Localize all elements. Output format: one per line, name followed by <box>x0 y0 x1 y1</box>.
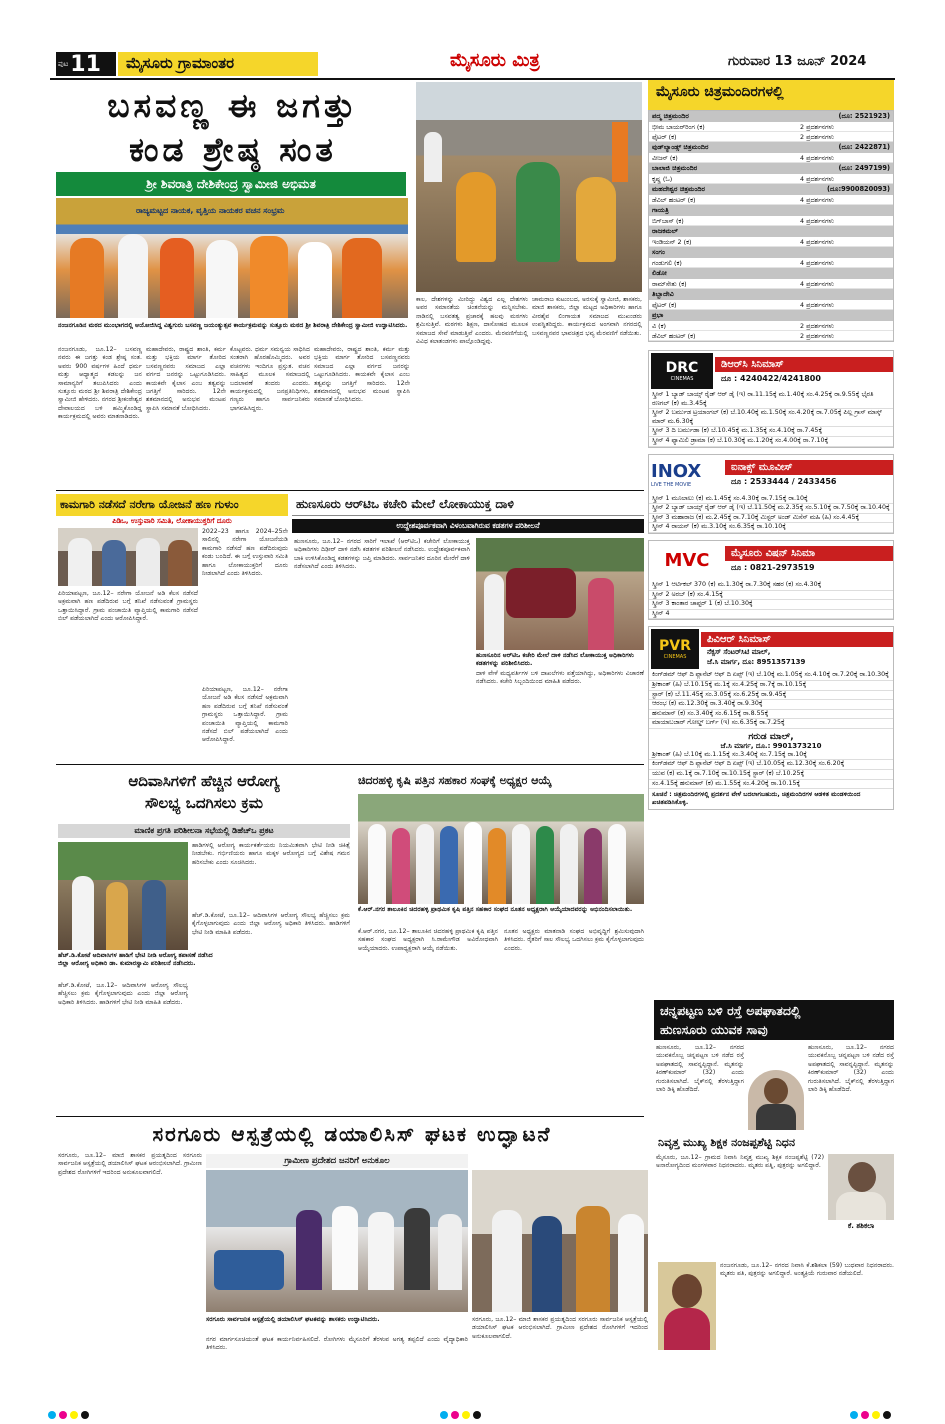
dialysis-headline: ಸರಗೂರು ಆಸ್ಪತ್ರೆಯಲ್ಲಿ ಡಯಾಲಿಸಿಸ್ ಘಟಕ ಉದ್ಘಾಟನೆ <box>56 1118 648 1150</box>
cinema-title: ಮೈಸೂರು ಚಿತ್ರಮಂದಿರಗಳಲ್ಲಿ <box>648 80 894 110</box>
cinema-halls-list <box>648 110 894 342</box>
dialysis-body3: ಸರಗೂರು, ಜೂ.12– ಮಾಜಿ ಶಾಸಕರ ಪ್ರಯತ್ನದಿಂದ ಸರಗೂರು ಸಾರ್ವಜನಿಕ ಆಸ್ಪತ್ರೆಯಲ್ಲಿ ಡಯಾಲಿಸಿಸ್ ಘಟಕ ಆರಂಭಿಸಲಾಗಿದೆ. ಗ್ರಾಮೀಣ ಪ್ರದೇಶದ ರೋಗಿಗಳಿಗೆ ಇದರಿಂದ ಅನುಕೂಲವಾಗಲಿದೆ. <box>472 1316 648 1340</box>
hall-name-text: ಗಾಯತ್ರಿ <box>652 206 669 214</box>
hall-phone: (ದೂ: 2497199) <box>838 164 890 172</box>
cinema-hall-name <box>649 247 893 258</box>
lokayukta-body2: ದಾಳಿ ವೇಳೆ ಮಧ್ಯವರ್ತಿಗಳ ಬಳಿ ದಾಖಲೆಗಳು ಪತ್ತೆಯಾಗಿದ್ದು, ಅಧಿಕಾರಿಗಳು ವಿಚಾರಣೆ ನಡೆಸಿದರು. ಕಚೇರಿ ಸಿಬ್ಬಂದಿಯಿಂದ ಮಾಹಿತಿ ಪಡೆದರು. <box>476 670 644 686</box>
movie-title: ಡೆವಿಲ್ ಹಂಟರ್ (ಕ) <box>652 196 696 204</box>
show-count: 2 ಪ್ರದರ್ಶನಗಳು <box>800 332 834 340</box>
movie-title: ಫೈಟರ್ (ಕ) <box>652 133 677 141</box>
coop-caption: ಕೆ.ಆರ್.ನಗರ ತಾಲೂಕಿನ ಚಿದರಹಳ್ಳಿ ಪ್ರಾಥಮಿಕ ಕೃಷಿ ಪತ್ತಿನ ಸಹಕಾರ ಸಂಘದ ನೂತನ ಅಧ್ಯಕ್ಷರಾಗಿ ಆಯ್ಕೆಯಾದವರನ್ನು ಅಭಿನಂದಿಸಲಾಯಿತು. <box>358 906 633 913</box>
cinema-hall-name <box>649 310 893 321</box>
mvc-logo: MVC <box>664 550 710 572</box>
movie-title: ರಾಮ್‌ಸೇತು (ಕ) <box>652 280 687 288</box>
screen-schedule: ಸ್ಟಾರ್ (ಕ) ಬೆ.11.45ಕ್ಕೆ ಸಂ.3.05ಕ್ಕೆ ಸಂ.6.25ಕ್ಕೆ ರಾ.9.45ಕ್ಕೆ <box>649 691 893 701</box>
drc-box <box>648 350 894 448</box>
date-line: ಗುರುವಾರ 13 ಜೂನ್ 2024 <box>728 54 867 69</box>
lead-body-mid: ಮಹಾದೇವರು, ರಾಷ್ಟ್ರದ ಶಾಂತಿ, ಕರ್ಮ ಮತ್ತು ಭಕ್ತಿಯ ಮಾರ್ಗ ತೋರಿದ ಬಸವಣ್ಣನವರು ಸಮಾಜದ ಎಲ್ಲಾ ವರ್ಗದ ಜನರನ್ನು ಒಟ್ಟುಗೂಡಿಸಿದರು. ಕಾಯಕವೇ ಕೈಲಾಸ ಎಂಬ ತತ್ವವನ್ನು ಜಗತ್ತಿಗೆ ಸಾರಿದರು. 12ನೇ ಶತಮಾನದಲ್ಲಿ ಅನುಭವ ಮಂಟಪ ಸ್ಥಾಪಿಸಿ ಸಮಾನತೆ ಬೋಧಿಸಿದರು. <box>146 346 226 412</box>
registration-dots-left <box>48 1404 92 1423</box>
tribal-body1: ಹೆಚ್.ಡಿ.ಕೋಟೆ, ಜೂ.12– ಆದಿವಾಸಿಗಳ ಆರೋಗ್ಯ ಸೌಲಭ್ಯ ಹೆಚ್ಚಿಸಲು ಕ್ರಮ ಕೈಗೊಳ್ಳಲಾಗುವುದು ಎಂದು ಜಿಲ್ಲಾ ಆರೋಗ್ಯ ಅಧಿಕಾರಿ ತಿಳಿಸಿದರು. ಹಾಡಿಗಳಿಗೆ ಭೇಟಿ ನೀಡಿ ಮಾಹಿತಿ ಪಡೆದರು. <box>58 982 188 1006</box>
movie-title: ಬಿಗ್‌ಬಾಸ್ (ಕ) <box>652 217 684 225</box>
obit-body: ಮೈಸೂರು, ಜೂ.12– ಗ್ರಾಮದ ನಿವಾಸಿ ನಿವೃತ್ತ ಮುಖ್ಯ ಶಿಕ್ಷಕ ನಂಜಪ್ಪಶೆಟ್ಟಿ (72) ಅನಾರೋಗ್ಯದಿಂದ ಮಂಗಳವಾರ ನಿಧನರಾದರು. ಮೃತರು ಪತ್ನಿ, ಪುತ್ರರನ್ನು ಅಗಲಿದ್ದಾರೆ. <box>656 1154 824 1170</box>
cinema-column <box>648 80 894 1412</box>
tribal-caption: ಹೆಚ್.ಡಿ.ಕೋಟೆ ಆದಿವಾಸಿಗಳ ಹಾಡಿಗೆ ಭೇಟಿ ನೀಡಿ ಆರೋಗ್ಯ ತಪಾಸಣೆ ನಡೆಸಿದ ಜಿಲ್ಲಾ ಆರೋಗ್ಯ ಅಧಿಕಾರಿ ಡಾ. ಕುಮಾರಸ್ವಾಮಿ ಪರಿಶೀಲನೆ ನಡೆಸಿದರು. <box>58 952 213 968</box>
screen-schedule: ಸಂ.4.15ಕ್ಕೆ ಹನುಮಾನ್ (ಕ) ಮ.1.55ಕ್ಕೆ ಸಂ.4.20ಕ್ಕೆ ರಾ.10.15ಕ್ಕೆ <box>649 780 893 790</box>
dialysis-photo2 <box>472 1170 648 1312</box>
show-row <box>649 279 893 289</box>
screen-schedule: ಸ್ಕ್ರೀನ್ 3 ಕಾಂತಾರ ಚಾಪ್ಟರ್ 1 (ಕ) ಬೆ.10.30ಕ್ಕೆ <box>649 600 893 610</box>
coop-photo <box>358 794 644 904</box>
tribal-headline-line1: ಆದಿವಾಸಿಗಳಿಗೆ ಹೆಚ್ಚಿನ ಆರೋಗ್ಯ <box>128 772 280 790</box>
show-row <box>649 321 893 331</box>
screen-schedule: ಸ್ಕ್ರೀನ್ 2 ಬ್ಯಾಡ್ ಬಾಯ್ಸ್ ರೈಡ್ ಆರ್ ಡೈ (ಇ) ಬೆ.11.50ಕ್ಕೆ ಮ.2.35ಕ್ಕೆ ಸಂ.5.10ಕ್ಕೆ ರಾ.7.50ಕ್ಕೆ ರಾ.10.40ಕ್ಕೆ <box>649 504 893 514</box>
show-count: 4 ಪ್ರದರ್ಶನಗಳು <box>800 175 834 183</box>
show-row <box>649 132 893 142</box>
screen-schedule: ಸ್ಕ್ರೀನ್ 4 <box>649 610 893 620</box>
pvr-screens <box>649 671 893 729</box>
tribal-headline <box>58 770 350 814</box>
lead-photo <box>56 198 408 318</box>
lokayukta-kicker: ಉದ್ದೇಶಪೂರ್ವಕವಾಗಿ ವಿಳಂಬವಾಗಿರುವ ಕಡತಗಳ ಪರಿಶೀಲನೆ <box>292 519 644 533</box>
hall-phone: (ದೂ: 2422871) <box>838 143 890 151</box>
pvr-sub2-screens <box>649 751 893 789</box>
coop-body2: ನೂತನ ಅಧ್ಯಕ್ಷರು ಮಾತನಾಡಿ ಸಂಘದ ಅಭಿವೃದ್ಧಿಗೆ ಶ್ರಮಿಸುವುದಾಗಿ ತಿಳಿಸಿದರು. ರೈತರಿಗೆ ಸಾಲ ಸೌಲಭ್ಯ ಒದಗಿಸಲು ಕ್ರಮ ಕೈಗೊಳ್ಳಲಾಗುವುದು ಎಂದರು. <box>504 928 644 952</box>
screen-schedule: ಸ್ಕ್ರೀನ್ 4 ಫ್ಯಾಮಿಲಿ ಡ್ರಾಮಾ (ಕ) ಬೆ.10.30ಕ್ಕೆ ಮ.1.20ಕ್ಕೆ ಸಂ.4.00ಕ್ಕೆ ರಾ.7.10ಕ್ಕೆ <box>649 437 893 447</box>
drc-phone: ದೂ : 4240422/4241800 <box>721 373 821 383</box>
dialysis-kicker: ಗ್ರಾಮೀಣ ಪ್ರದೇಶದ ಜನರಿಗೆ ಅನುಕೂಲ <box>206 1154 468 1168</box>
mvc-box <box>648 540 894 620</box>
screen-schedule: ಸ್ಕ್ರೀನ್ 2 ಅರಬ್ (ಕ) ಸಂ.4.15ಕ್ಕೆ <box>649 591 893 601</box>
divider <box>56 490 644 491</box>
page-label: ಪುಟ <box>58 59 69 68</box>
obit-headline: ನಿವೃತ್ತ ಮುಖ್ಯ ಶಿಕ್ಷಕ ನಂಜಪ್ಪಶೆಟ್ಟಿ ನಿಧನ <box>658 1136 796 1149</box>
hall-name-text: ರಾಜಕಮಲ್ <box>652 227 678 235</box>
drc-logo: DRC CINEMAS <box>651 353 713 389</box>
show-count: 4 ಪ್ರದರ್ಶನಗಳು <box>800 196 834 204</box>
narega-kicker: ಪಿಡಿಒ, ಉಸ್ತುವಾರಿ ಸಮಿತಿ, ಲೋಕಾಯುಕ್ತರಿಗೆ ದೂರು <box>112 517 232 525</box>
show-row <box>649 153 893 163</box>
accident-body2: ಹುಣಸೂರು, ಜೂ.12– ನಗರದ ಯುವಕನೊಬ್ಬ ಚನ್ನಪಟ್ಟಣ ಬಳಿ ನಡೆದ ರಸ್ತೆ ಅಪಘಾತದಲ್ಲಿ ಸಾವನ್ನಪ್ಪಿದ್ದಾನೆ. ಮೃತನನ್ನು ಕಿರಣ್‌ಕುಮಾರ್ (32) ಎಂದು ಗುರುತಿಸಲಾಗಿದೆ. ಬೈಕ್‌ನಲ್ಲಿ ತೆರಳುತ್ತಿದ್ದಾಗ ಲಾರಿ ಡಿಕ್ಕಿ ಹೊಡೆದಿದೆ. <box>808 1044 894 1094</box>
movie-title: ವೀಜನ್ (ಕ) <box>652 154 678 162</box>
movie-title: ಭೀಮ ಬಾಯರ್‌ರಿಂಗ (ಕ) <box>652 123 705 131</box>
movie-title: ಕೃಷ್ಣ (ಓ) <box>652 175 673 183</box>
cinema-note: ಸೂಚನೆ : ಚಿತ್ರಮಂದಿರಗಳಲ್ಲಿ ಪ್ರದರ್ಶನ ವೇಳೆ ಬದಲಾಗಬಹುದು, ಚಿತ್ರಮಂದಿರಗಳ ಆಡಳಿತ ಮಂಡಳಿಯಿಂದ ಖಚಿತಪಡಿಸಿಕೊಳ್ಳಿ. <box>652 791 861 807</box>
lead-headline-line1: ಬಸವಣ್ಣ ಈ ಜಗತ್ತು <box>107 86 359 125</box>
tribal-photo <box>58 842 188 950</box>
narega-body3: ಪಿರಿಯಾಪಟ್ಟಣ, ಜೂ.12– ನರೇಗಾ ಯೋಜನೆ ಅಡಿ ಕೆಲಸ ನಡೆಸದೆ ಅಕ್ರಮವಾಗಿ ಹಣ ಪಡೆದಿರುವ ಬಗ್ಗೆ ತನಿಖೆ ನಡೆಸುವಂತೆ ಗ್ರಾಮಸ್ಥರು ಒತ್ತಾಯಿಸಿದ್ದಾರೆ. ಗ್ರಾಮ ಪಂಚಾಯಿತಿ ವ್ಯಾಪ್ತಿಯಲ್ಲಿ ಕಾಮಗಾರಿ ನಡೆಸದೆ ಬಿಲ್ ಪಡೆಯಲಾಗಿದೆ ಎಂದು ಆರೋಪಿಸಿದ್ದಾರೆ. <box>202 686 288 744</box>
registration-dots-right <box>850 1404 894 1423</box>
obit-name2: ಕೆ. ಶಶಿಕಲಾ <box>847 1222 875 1230</box>
show-count: 2 ಪ್ರದರ್ಶನಗಳು <box>800 123 834 131</box>
hall-name-text: ಮಹದೇಶ್ವರ ಚಿತ್ರಮಂದಿರ <box>652 185 705 193</box>
inox-phone: ದೂ : 2533444 / 2433456 <box>731 477 837 487</box>
page-number-box <box>56 52 116 76</box>
lead-photo-banner: ರಾಜ್ಯಮಟ್ಟದ ನಾಯಕ, ವೃತ್ತಿಯ ನಾಯಕರ ವಚನ ಸಂಭ್ರಮ <box>136 206 285 215</box>
page-number: 11 <box>70 51 101 77</box>
dialysis-caption: ಸರಗೂರು ಸಾರ್ವಜನಿಕ ಆಸ್ಪತ್ರೆಯಲ್ಲಿ ಡಯಾಲಿಸಿಸ್ ಘಟಕವನ್ನು ಶಾಸಕರು ಉದ್ಘಾಟಿಸಿದರು. <box>206 1316 380 1323</box>
pvr-sub2-phone: ಜೆ.ಸಿ ಮಾರ್ಗ, ದೂ.: 9901373210 <box>720 741 822 750</box>
screen-schedule: ಸ್ಕ್ರೀನ್ 1 ಮೂಲಾಲು (ಕ) ಮ.1.45ಕ್ಕೆ ಸಂ.4.30ಕ್ಕೆ ರಾ.7.15ಕ್ಕೆ ರಾ.10ಕ್ಕೆ <box>649 495 893 505</box>
cinema-hall-name <box>649 163 893 174</box>
screen-schedule: ಸ್ಕ್ರೀನ್ 3 ಮಹಾರಾಜ (ಕ) ಮ.2.45ಕ್ಕೆ ರಾ.7.10ಕ್ಕೆ ಮಿಸ್ಟರ್ ಅಂಡ್ ಮಿಸೆಸ್ ಮಹಿ (ಹಿ) ಸಂ.4.45ಕ್ಕೆ <box>649 514 893 524</box>
pvr-title: ಪಿವಿಆರ್ ಸಿನಿಮಾಸ್ <box>701 632 893 647</box>
hall-name-text: ಪ್ರಭಾ <box>652 311 664 319</box>
show-count: 4 ಪ್ರದರ್ಶನಗಳು <box>800 154 834 162</box>
show-row <box>649 258 893 268</box>
hall-name-text: ತಿಬ್ಬಾದೇವಿ <box>652 290 674 298</box>
pvr-logo: PVR CINEMAS <box>651 629 699 669</box>
lead-subtitle: ಶ್ರೀ ಶಿವರಾತ್ರಿ ದೇಶಿಕೇಂದ್ರ ಸ್ವಾಮೀಜಿ ಅಭಿಮತ <box>56 172 406 196</box>
show-count: 4 ಪ್ರದರ್ಶನಗಳು <box>800 259 834 267</box>
accident-headline-line1: ಚನ್ನಪಟ್ಟಣ ಬಳಿ ರಸ್ತೆ ಅಪಘಾತದಲ್ಲಿ <box>660 1003 801 1018</box>
tribal-body2: ಹಾಡಿಗಳಲ್ಲಿ ಆರೋಗ್ಯ ಕಾರ್ಯಕರ್ತೆಯರು ನಿಯಮಿತವಾಗಿ ಭೇಟಿ ನೀಡಿ ಚಿಕಿತ್ಸೆ ನೀಡಬೇಕು. ಗರ್ಭಿಣಿಯರು ಹಾಗೂ ಮಕ್ಕಳ ಆರೋಗ್ಯದ ಬಗ್ಗೆ ವಿಶೇಷ ಗಮನ ಹರಿಸಬೇಕು ಎಂದು ಸೂಚಿಸಿದರು. <box>192 842 350 866</box>
hall-phone: (ದೂ:9900820093) <box>826 185 890 193</box>
narega-headline: ಕಾಮಗಾರಿ ನಡೆಸದೆ ನರೇಗಾ ಯೋಜನೆ ಹಣ ಗುಳುಂ <box>56 494 288 516</box>
hall-name-text: ಲಿಡೋ <box>652 269 667 277</box>
screen-schedule: ಶ್ರೀಕಾಂತ್ (ಹಿ) ಬೆ.10.15ಕ್ಕೆ ಮ.1ಕ್ಕೆ ಸಂ.4.25ಕ್ಕೆ ರಾ.7ಕ್ಕೆ ರಾ.10.15ಕ್ಕೆ <box>649 681 893 691</box>
show-row <box>649 216 893 226</box>
divider <box>56 764 644 765</box>
pvr-sub2-title: ಗರುಡ ಮಾಲ್, <box>748 731 794 742</box>
screen-schedule: ಹನುಮಾನ್ (ಕ) ಸಂ.3.40ಕ್ಕೆ ಸಂ.6.15ಕ್ಕೆ ರಾ.8.55ಕ್ಕೆ <box>649 710 893 720</box>
show-count: 4 ಪ್ರದರ್ಶನಗಳು <box>800 217 834 225</box>
tribal-headline-line2: ಸೌಲಭ್ಯ ಒದಗಿಸಲು ಕ್ರಮ <box>144 794 264 812</box>
hall-name-text: ಬಾಲಾಜಿ ಚಿತ್ರಮಂದಿರ <box>652 164 698 172</box>
mvc-title: ಮೈಸೂರು ವಿಷನ್ ಸಿನಿಮಾ <box>725 546 893 561</box>
show-count: 4 ಪ್ರದರ್ಶನಗಳು <box>800 238 834 246</box>
drc-title: ಡಿಆರ್‌ಸಿ ಸಿನಿಮಾಸ್ <box>715 357 893 372</box>
show-count: 4 ಪ್ರದರ್ಶನಗಳು <box>800 280 834 288</box>
screen-schedule: ಸ್ಕ್ರೀನ್ 3 ದಿ ಬರ್ಮುಡಾ (ಕ) ಬೆ.10.45ಕ್ಕೆ ಮ.1.35ಕ್ಕೆ ಸಂ.4.10ಕ್ಕೆ ರಾ.7.45ಕ್ಕೆ <box>649 427 893 437</box>
hall-name-text: ಪದ್ಮ ಚಿತ್ರಮಂದಿರ <box>652 112 689 120</box>
movie-title: ಗಂಡುಗಲಿ (ಕ) <box>652 259 682 267</box>
coop-headline: ಚಿದರಹಳ್ಳಿ ಕೃಷಿ ಪತ್ತಿನ ಸಹಕಾರ ಸಂಘಕ್ಕೆ ಅಧ್ಯಕ್ಷರ ಆಯ್ಕೆ <box>358 774 552 787</box>
show-row <box>649 331 893 341</box>
cinema-hall-name <box>649 142 893 153</box>
lokayukta-body1: ಹುಣಸೂರು, ಜೂ.12– ನಗರದ ಸಾರಿಗೆ ಇಲಾಖೆ (ಆರ್‌ಟಿಒ) ಕಚೇರಿಗೆ ಲೋಕಾಯುಕ್ತ ಅಧಿಕಾರಿಗಳು ದಿಢೀರ್ ದಾಳಿ ನಡೆಸಿ ಕಡತಗಳ ಪರಿಶೀಲನೆ ನಡೆಸಿದರು. ಉದ್ದೇಶಪೂರ್ವಕವಾಗಿ ಬಾಕಿ ಉಳಿಸಿಕೊಂಡಿದ್ದ ಕಡತಗಳನ್ನು ಜಪ್ತಿ ಮಾಡಿದರು. ಸಾರ್ವಜನಿಕರ ದೂರಿನ ಮೇರೆಗೆ ದಾಳಿ ನಡೆಸಲಾಗಿದೆ ಎಂದು ತಿಳಿಸಿದರು. <box>294 538 470 571</box>
screen-schedule: ಸ್ಕ್ರೀನ್ 2 ಬರ್ಮುಡ ಟ್ರಯಾಂಗಲ್ (ಕ) ಬೆ.10.40ಕ್ಕೆ ಮ.1.50ಕ್ಕೆ ಸಂ.4.20ಕ್ಕೆ ರಾ.7.05ಕ್ಕೆ ಪಿಲ್ಲ ಗ್ರಾಸ್ ಮಾಸ್ಕ್ ಮಾರ್ ಮ.6.30ಕ್ಕೆ <box>649 409 893 427</box>
lead-headline-line2: ಕಂಡ ಶ್ರೇಷ್ಠ ಸಂತ <box>129 130 337 169</box>
screen-schedule: ಸ್ಕ್ರೀನ್ 1 ಆರ್ಟಿಕಲ್ 370 (ಕ) ಮ.1.30ಕ್ಕೆ ರಾ.7.30ಕ್ಕೆ ಸಹರ (ಕ) ಸಂ.4.30ಕ್ಕೆ <box>649 581 893 591</box>
cinema-hall-name <box>649 289 893 300</box>
show-row <box>649 300 893 310</box>
narega-photo <box>58 528 198 586</box>
show-row <box>649 195 893 205</box>
coop-body1: ಕೆ.ಆರ್.ನಗರ, ಜೂ.12– ತಾಲೂಕಿನ ಚಿದರಹಳ್ಳಿ ಪ್ರಾಥಮಿಕ ಕೃಷಿ ಪತ್ತಿನ ಸಹಕಾರ ಸಂಘದ ಅಧ್ಯಕ್ಷರಾಗಿ ಸಿ.ರಾಮೇಗೌಡ ಅವಿರೋಧವಾಗಿ ಆಯ್ಕೆಯಾದರು. ಉಪಾಧ್ಯಕ್ಷರಾಗಿ ಆಯ್ಕೆ ನಡೆಯಿತು. <box>358 928 498 952</box>
screen-schedule: ಶ್ರೀಕಾಂತ್ (ಹಿ) ಬೆ.10ಕ್ಕೆ ಮ.1.15ಕ್ಕೆ ಸಂ.3.40ಕ್ಕೆ ಸಂ.7.15ಕ್ಕೆ ರಾ.10ಕ್ಕೆ <box>649 751 893 761</box>
lead-body-side1: ಕಾಲ, ದೇಶಗಳನ್ನು ಮೀರಿದ್ದು ವಿಶ್ವದ ಎಲ್ಲ ದೇಶಗಳು ಅವರ ಸಮಾನತೆಯ ಚಿಂತನೆಯನ್ನು ಮನ್ನಿಸಬೇಕು. ನಾಡಿನಲ್ಲಿ ಬಸವತತ್ವ ಪ್ರಚಾರಕ್ಕೆ ಹಲವು ಮಠಗಳು ಶ್ರಮಿಸುತ್ತಿವೆ. ಮಠಗಳು ಶಿಕ್ಷಣ, ದಾಸೋಹದ ಮೂಲಕ ಸಮಾಜದ ಸೇವೆ ಮಾಡುತ್ತಿವೆ ಎಂದರು. ಮೆರವಣಿಗೆಯಲ್ಲಿ ವಿವಿಧ ಕಲಾತಂಡಗಳು ಪಾಲ್ಗೊಂಡಿದ್ದವು. <box>416 296 528 346</box>
screen-schedule: ಆರಂಭ (ಕ) ಮ.12.30ಕ್ಕೆ ರಾ.3.40ಕ್ಕೆ ರಾ.9.30ಕ್ಕೆ <box>649 700 893 710</box>
lead-body-left: ನಂಜನಗೂಡು, ಜೂ.12– ಬಸವಣ್ಣ ನವರು ಈ ಜಗತ್ತು ಕಂಡ ಶ್ರೇಷ್ಠ ಸಂತ. ಅವರು 900 ವರ್ಷಗಳ ಹಿಂದೆ ಧರ್ಮ ಮತ್ತು ಆಧ್ಯಾತ್ಮದ ಕಡಲನ್ನು ಜನ ಸಾಮಾನ್ಯರಿಗೆ ತಲುಪಿಸಿದರು ಎಂದು ಸುತ್ತೂರು ಮಠದ ಶ್ರೀ ಶಿವರಾತ್ರಿ ದೇಶಿಕೇಂದ್ರ ಸ್ವಾಮೀಜಿ ಹೇಳಿದರು. ನಗರದ ಶ್ರೀಕಂಠೇಶ್ವರ ದೇವಾಲಯದ ಬಳಿ ಹಮ್ಮಿಕೊಂಡಿದ್ದ ಕಾರ್ಯಕ್ರಮದಲ್ಲಿ ಅವರು ಮಾತನಾಡಿದರು. <box>58 346 142 421</box>
narega-body1: ಪಿರಿಯಾಪಟ್ಟಣ, ಜೂ.12– ನರೇಗಾ ಯೋಜನೆ ಅಡಿ ಕೆಲಸ ನಡೆಸದೆ ಅಕ್ರಮವಾಗಿ ಹಣ ಪಡೆದಿರುವ ಬಗ್ಗೆ ತನಿಖೆ ನಡೆಸುವಂತೆ ಗ್ರಾಮಸ್ಥರು ಒತ್ತಾಯಿಸಿದ್ದಾರೆ. ಗ್ರಾಮ ಪಂಚಾಯಿತಿ ವ್ಯಾಪ್ತಿಯಲ್ಲಿ ಕಾಮಗಾರಿ ನಡೆಸದೆ ಬಿಲ್ ಪಡೆಯಲಾಗಿದೆ ಎಂದು ಆರೋಪಿಸಿದ್ದಾರೆ. <box>58 590 198 623</box>
show-row <box>649 122 893 132</box>
dialysis-photo <box>206 1170 468 1312</box>
movie-title: ಇಂಡಿಯನ್ 2 (ಕ) <box>652 238 692 246</box>
accident-body: ಹುಣಸೂರು, ಜೂ.12– ನಗರದ ಯುವಕನೊಬ್ಬ ಚನ್ನಪಟ್ಟಣ ಬಳಿ ನಡೆದ ರಸ್ತೆ ಅಪಘಾತದಲ್ಲಿ ಸಾವನ್ನಪ್ಪಿದ್ದಾನೆ. ಮೃತನನ್ನು ಕಿರಣ್‌ಕುಮಾರ್ (32) ಎಂದು ಗುರುತಿಸಲಾಗಿದೆ. ಬೈಕ್‌ನಲ್ಲಿ ತೆರಳುತ್ತಿದ್ದಾಗ ಲಾರಿ ಡಿಕ್ಕಿ ಹೊಡೆದಿದೆ. <box>656 1044 744 1094</box>
narega-body2: 2022–23 ಹಾಗೂ 2024–25ನೇ ಸಾಲಿನಲ್ಲಿ ನರೇಗಾ ಯೋಜನೆಯಡಿ ಕಾಮಗಾರಿ ನಡೆಸದೆ ಹಣ ಪಡೆದಿರುವುದು ಕಂಡು ಬಂದಿದೆ. ಈ ಬಗ್ಗೆ ಉಸ್ತುವಾರಿ ಸಮಿತಿ ಹಾಗೂ ಲೋಕಾಯುಕ್ತರಿಗೆ ದೂರು ನೀಡಲಾಗಿದೆ ಎಂದು ತಿಳಿಸಿದರು. <box>202 528 288 578</box>
inox-screens <box>649 495 893 533</box>
screen-schedule: ಸ್ಕ್ರೀನ್ 1 ಬ್ಯಾಡ್ ಬಾಯ್ಸ್ ರೈಡ್ ಆರ್ ಡೈ (ಇ) ರಾ.11.15ಕ್ಕೆ ಮ.1.40ಕ್ಕೆ ಸಂ.4.25ಕ್ಕೆ ರಾ.9.55ಕ್ಕೆ ಭೈರತಿ ರಣಗಲ್ (ಕ) ಮ.3.45ಕ್ಕೆ <box>649 391 893 409</box>
lead-body-cont: ಮಹಾದೇವರು, ರಾಷ್ಟ್ರದ ಶಾಂತಿ, ಕರ್ಮ ಮತ್ತು ಭಕ್ತಿಯ ಮಾರ್ಗ ತೋರಿದ ಬಸವಣ್ಣನವರು ಸಮಾಜದ ಎಲ್ಲಾ ವರ್ಗದ ಜನರನ್ನು ಒಟ್ಟುಗೂಡಿಸಿದರು. ಕಾಯಕವೇ ಕೈಲಾಸ ಎಂಬ ತತ್ವವನ್ನು ಜಗತ್ತಿಗೆ ಸಾರಿದರು. 12ನೇ ಶತಮಾನದಲ್ಲಿ ಅನುಭವ ಮಂಟಪ ಸ್ಥಾಪಿಸಿ ಸಮಾನತೆ ಬೋಧಿಸಿದರು. <box>314 346 410 404</box>
inox-title: ಐನಾಕ್ಸ್ ಮೂವೀಸ್ <box>725 460 893 475</box>
dialysis-body2: ನಗರ ಮಾರ್ಗಸೂಚಿಯಂತೆ ಘಟಕ ಕಾರ್ಯನಿರ್ವಹಿಸಲಿದೆ. ರೋಗಿಗಳು ಮೈಸೂರಿಗೆ ತೆರಳುವ ಅಗತ್ಯ ತಪ್ಪಲಿದೆ ಎಂದು ವೈದ್ಯಾಧಿಕಾರಿ ತಿಳಿಸಿದರು. <box>206 1336 468 1352</box>
cinema-hall-name <box>649 226 893 237</box>
show-row <box>649 174 893 184</box>
drc-screens <box>649 391 893 447</box>
screen-schedule: ಕಿಂಗ್‌ಡಮ್ ಆಫ್ ದಿ ಪ್ಲಾನೆಟ್ ಆಫ್ ದಿ ಏಪ್ಸ್ (ಇ) ಬೆ.10ಕ್ಕೆ ಮ.1.05ಕ್ಕೆ ಸಂ.4.10ಕ್ಕೆ ರಾ.7.20ಕ್ಕೆ ರಾ.10.30ಕ್ಕೆ <box>649 671 893 681</box>
inox-logo: INOX LIVE THE MOVIE <box>651 461 702 489</box>
show-row <box>649 237 893 247</box>
pvr-line2: ನೆಕ್ಸಸ್ ಸೆಂಟರ್‌ಸಿಟಿ ಮಾಲ್, <box>707 647 771 656</box>
pvr-box <box>648 626 894 810</box>
show-count: 2 ಪ್ರದರ್ಶನಗಳು <box>800 322 834 330</box>
registration-dots-center <box>440 1404 484 1423</box>
movie-title: ಡೆವಿಲ್ ಹಂಟರ್ (ಕ) <box>652 332 696 340</box>
screen-schedule: ಕಿಂಗ್‌ಡಮ್ ಆಫ್ ದಿ ಪ್ಲಾನೆಟ್ ಆಫ್ ದಿ ಏಪ್ಸ್ (ಇ) ಬೆ.10.05ಕ್ಕೆ ಮ.12.30ಕ್ಕೆ ಸಂ.6.20ಕ್ಕೆ <box>649 760 893 770</box>
lokayukta-caption: ಹುಣಸೂರಿನ ಆರ್‌ಟಿಒ ಕಚೇರಿ ಮೇಲೆ ದಾಳಿ ನಡೆಸಿದ ಲೋಕಾಯುಕ್ತ ಅಧಿಕಾರಿಗಳು ಕಡತಗಳನ್ನು ಪರಿಶೀಲಿಸಿದರು. <box>476 652 635 668</box>
lokayukta-headline: ಹುಣಸೂರು ಆರ್‌ಟಿಒ ಕಚೇರಿ ಮೇಲೆ ಲೋಕಾಯುಕ್ತ ದಾಳಿ <box>292 494 644 516</box>
cinema-hall-name <box>649 268 893 279</box>
show-count: 2 ಪ್ರದರ್ಶನಗಳು <box>800 133 834 141</box>
section-title: ಮೈಸೂರು ಗ್ರಾಮಾಂತರ <box>118 52 318 76</box>
cinema-hall-name <box>649 205 893 216</box>
movie-title: ವಿ (ಕ) <box>652 322 667 330</box>
lead-photo-caption: ನಂಜನಗೂಡಿನ ಮಠದ ಮುಂಭಾಗದಲ್ಲಿ ಆಯೋಜಿಸಿದ್ದ ವಿಶ್ವಗುರು ಬಸವಣ್ಣ ಜಯಂತ್ಯುತ್ಸವ ಕಾರ್ಯಕ್ರಮವನ್ನು ಸುತ್ತೂರು ಮಠದ ಶ್ರೀ ಶಿವರಾತ್ರಿ ದೇಶಿಕೇಂದ್ರ ಸ್ವಾಮೀಜಿ ಉದ್ಘಾಟಿಸಿದರು. <box>58 322 408 329</box>
inox-box <box>648 454 894 534</box>
screen-schedule: ಸ್ಕ್ರೀನ್ 4 ರಾಯನ್ (ಕ) ಮ.3.10ಕ್ಕೆ ಸಂ.6.35ಕ್ಕೆ ರಾ.10.10ಕ್ಕೆ <box>649 523 893 533</box>
accident-headline-line2: ಹುಣಸೂರು ಯುವಕ ಸಾವು <box>660 1022 768 1037</box>
cinema-hall-name <box>649 111 893 122</box>
hall-phone: (ದೂ: 2521923) <box>838 112 890 120</box>
hall-name-text: ವುಡ್‌ಲ್ಯಾಂಡ್ಸ್ ಚಿತ್ರಮಂದಿರ <box>652 143 709 151</box>
screen-schedule: ಮಾಯಾಬಜಾರ್ ಗೋಲ್ಡ್ ಬರ್ಗ್ (ಇ) ಸಂ.6.35ಕ್ಕೆ ರಾ.7.25ಕ್ಕೆ <box>649 719 893 729</box>
pvr-phone: ಜೆ.ಸಿ ಮಾರ್ಗ, ದೂ: 8951357139 <box>707 657 806 666</box>
cinema-hall-name <box>649 184 893 195</box>
show-count: 4 ಪ್ರದರ್ಶನಗಳು <box>800 301 834 309</box>
lokayukta-photo <box>476 538 644 650</box>
lead-headline <box>58 84 408 172</box>
paper-name: ಮೈಸೂರು ಮಿತ್ರ <box>450 50 540 71</box>
tribal-body3: ಹೆಚ್.ಡಿ.ಕೋಟೆ, ಜೂ.12– ಆದಿವಾಸಿಗಳ ಆರೋಗ್ಯ ಸೌಲಭ್ಯ ಹೆಚ್ಚಿಸಲು ಕ್ರಮ ಕೈಗೊಳ್ಳಲಾಗುವುದು ಎಂದು ಜಿಲ್ಲಾ ಆರೋಗ್ಯ ಅಧಿಕಾರಿ ತಿಳಿಸಿದರು. ಹಾಡಿಗಳಿಗೆ ಭೇಟಿ ನೀಡಿ ಮಾಹಿತಿ ಪಡೆದರು. <box>192 912 350 936</box>
procession-photo <box>416 82 642 292</box>
lead-body-side2: ಚಾಮರಾಜ ಕುಟುಂಬದ, ಅರಸುಕ್ಕೆ ಸ್ವಾಮೀಜಿ, ಶಾಸಕರು, ಮಾಜಿ ಶಾಸಕರು, ಜಿಲ್ಲಾ ಮಟ್ಟದ ಅಧಿಕಾರಿಗಳು ಹಾಗೂ ವೀರಶೈವ ಲಿಂಗಾಯತ ಸಮಾಜದ ಮುಖಂಡರು ಉಪಸ್ಥಿತರಿದ್ದರು. ಕಾರ್ಯಕ್ರಮದ ಅಂಗವಾಗಿ ನಗರದಲ್ಲಿ ಬಸವಣ್ಣನವರ ಭಾವಚಿತ್ರದ ಭವ್ಯ ಮೆರವಣಿಗೆ ನಡೆಯಿತು. <box>532 296 642 337</box>
hall-name-text: ಸಂಗಂ <box>652 248 665 256</box>
movie-title: ಫೈಟರ್ (ಕ) <box>652 301 677 309</box>
lead-body-right: ಕೊಟ್ಟವರು. ಧರ್ಮ ಸಮನ್ವಯ ಸಾಧಿಸಿದ ಸಂತರಾಗಿ ಹೊರಹೊಮ್ಮಿದರು. ಅವರ ವಚನಗಳು ಇಂದಿಗೂ ಪ್ರಸ್ತುತ. ವಚನ ಸಾಹಿತ್ಯದ ಮೂಲಕ ಸಮಾಜದಲ್ಲಿ ಬದಲಾವಣೆ ತಂದರು ಎಂದರು. ಕಾರ್ಯಕ್ರಮದಲ್ಲಿ ಜನಪ್ರತಿನಿಧಿಗಳು, ಗಣ್ಯರು ಹಾಗೂ ಸಾರ್ವಜನಿಕರು ಭಾಗವಹಿಸಿದ್ದರು. <box>230 346 310 412</box>
dialysis-body1: ಸರಗೂರು, ಜೂ.12– ಮಾಜಿ ಶಾಸಕರ ಪ್ರಯತ್ನದಿಂದ ಸರಗೂರು ಸಾರ್ವಜನಿಕ ಆಸ್ಪತ್ರೆಯಲ್ಲಿ ಡಯಾಲಿಸಿಸ್ ಘಟಕ ಆರಂಭಿಸಲಾಗಿದೆ. ಗ್ರಾಮೀಣ ಪ್ರದೇಶದ ರೋಗಿಗಳಿಗೆ ಇದರಿಂದ ಅನುಕೂಲವಾಗಲಿದೆ. <box>58 1152 202 1176</box>
mvc-screens <box>649 581 893 619</box>
tribal-kicker: ಮಾಣಿಕ ಪ್ರಗತಿ ಪರಿಶೀಲನಾ ಸಭೆಯಲ್ಲಿ ಡಿಹೆಚ್ಒ ಪ್ರಕಟ <box>58 824 350 838</box>
mvc-phone: ದೂ : 0821-2973519 <box>731 563 815 573</box>
screen-schedule: ಯುವ (ಕ) ಮ.1ಕ್ಕೆ ರಾ.7.10ಕ್ಕೆ ರಾ.10.15ಕ್ಕೆ ಸ್ಟಾರ್ (ಕ) ಬೆ.10.25ಕ್ಕೆ <box>649 770 893 780</box>
divider <box>56 1116 644 1117</box>
obit-body2: ನಂಜನಗೂಡು, ಜೂ.12– ನಗರದ ನಿವಾಸಿ ಕೆ.ಶಶಿಕಲಾ (59) ಬುಧವಾರ ನಿಧನರಾದರು. ಮೃತರು ಪತಿ, ಪುತ್ರರನ್ನು ಅಗಲಿದ್ದಾರೆ. ಅಂತ್ಯಕ್ರಿಯೆ ಗುರುವಾರ ನಡೆಯಲಿದೆ. <box>720 1262 894 1278</box>
